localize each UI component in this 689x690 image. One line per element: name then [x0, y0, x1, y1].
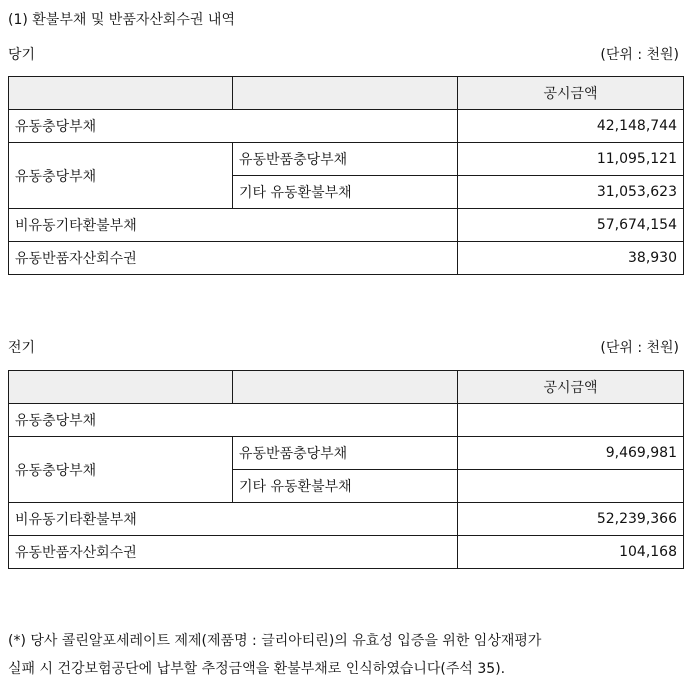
group-label: 유동충당부채 [9, 437, 233, 503]
row-value [458, 470, 684, 503]
row-label: 유동충당부채 [9, 110, 458, 143]
row-value: 38,930 [458, 242, 684, 275]
row-sublabel: 기타 유동환불부채 [233, 470, 458, 503]
row-value [458, 404, 684, 437]
current-unit-label: (단위 : 천원) [600, 47, 679, 63]
row-sublabel: 기타 유동환불부채 [233, 176, 458, 209]
prior-unit-label: (단위 : 천원) [600, 340, 679, 356]
footnote-line-2: 실패 시 건강보험공단에 납부할 추정금액을 환불부채로 인식하였습니다(주석 35). [8, 661, 506, 677]
row-label: 비유동기타환불부채 [9, 209, 458, 242]
header-cell-empty [9, 371, 233, 404]
row-value: 42,148,744 [458, 110, 684, 143]
header-cell-empty [9, 77, 233, 110]
table-row [9, 209, 684, 242]
table-header-row [9, 77, 684, 110]
table-row [9, 437, 684, 470]
row-value: 11,095,121 [458, 143, 684, 176]
prior-period-table [8, 370, 684, 569]
row-sublabel: 유동반품충당부채 [233, 143, 458, 176]
row-value: 31,053,623 [458, 176, 684, 209]
current-period-table [8, 76, 684, 275]
row-value: 104,168 [458, 536, 684, 569]
table-row [9, 110, 684, 143]
table-row [9, 404, 684, 437]
row-label: 유동충당부채 [9, 404, 458, 437]
header-amount: 공시금액 [458, 371, 684, 404]
header-amount: 공시금액 [458, 77, 684, 110]
table-row [9, 503, 684, 536]
header-cell-empty [233, 77, 458, 110]
row-label: 비유동기타환불부채 [9, 503, 458, 536]
table-row [9, 143, 684, 176]
row-value: 9,469,981 [458, 437, 684, 470]
table-row [9, 536, 684, 569]
row-label: 유동반품자산회수권 [9, 242, 458, 275]
prior-period-label: 전기 [8, 340, 36, 356]
current-period-label: 당기 [8, 47, 36, 63]
footnote-line-1: (*) 당사 콜린알포세레이트 제제(제품명 : 글리아티린)의 유효성 입증을 위한 임상재평가 [8, 633, 542, 649]
row-sublabel: 유동반품충당부채 [233, 437, 458, 470]
section-title: (1) 환불부채 및 반품자산회수권 내역 [8, 12, 235, 28]
group-label: 유동충당부채 [9, 143, 233, 209]
table-row [9, 242, 684, 275]
row-value: 52,239,366 [458, 503, 684, 536]
row-value: 57,674,154 [458, 209, 684, 242]
row-label: 유동반품자산회수권 [9, 536, 458, 569]
table-header-row [9, 371, 684, 404]
header-cell-empty [233, 371, 458, 404]
